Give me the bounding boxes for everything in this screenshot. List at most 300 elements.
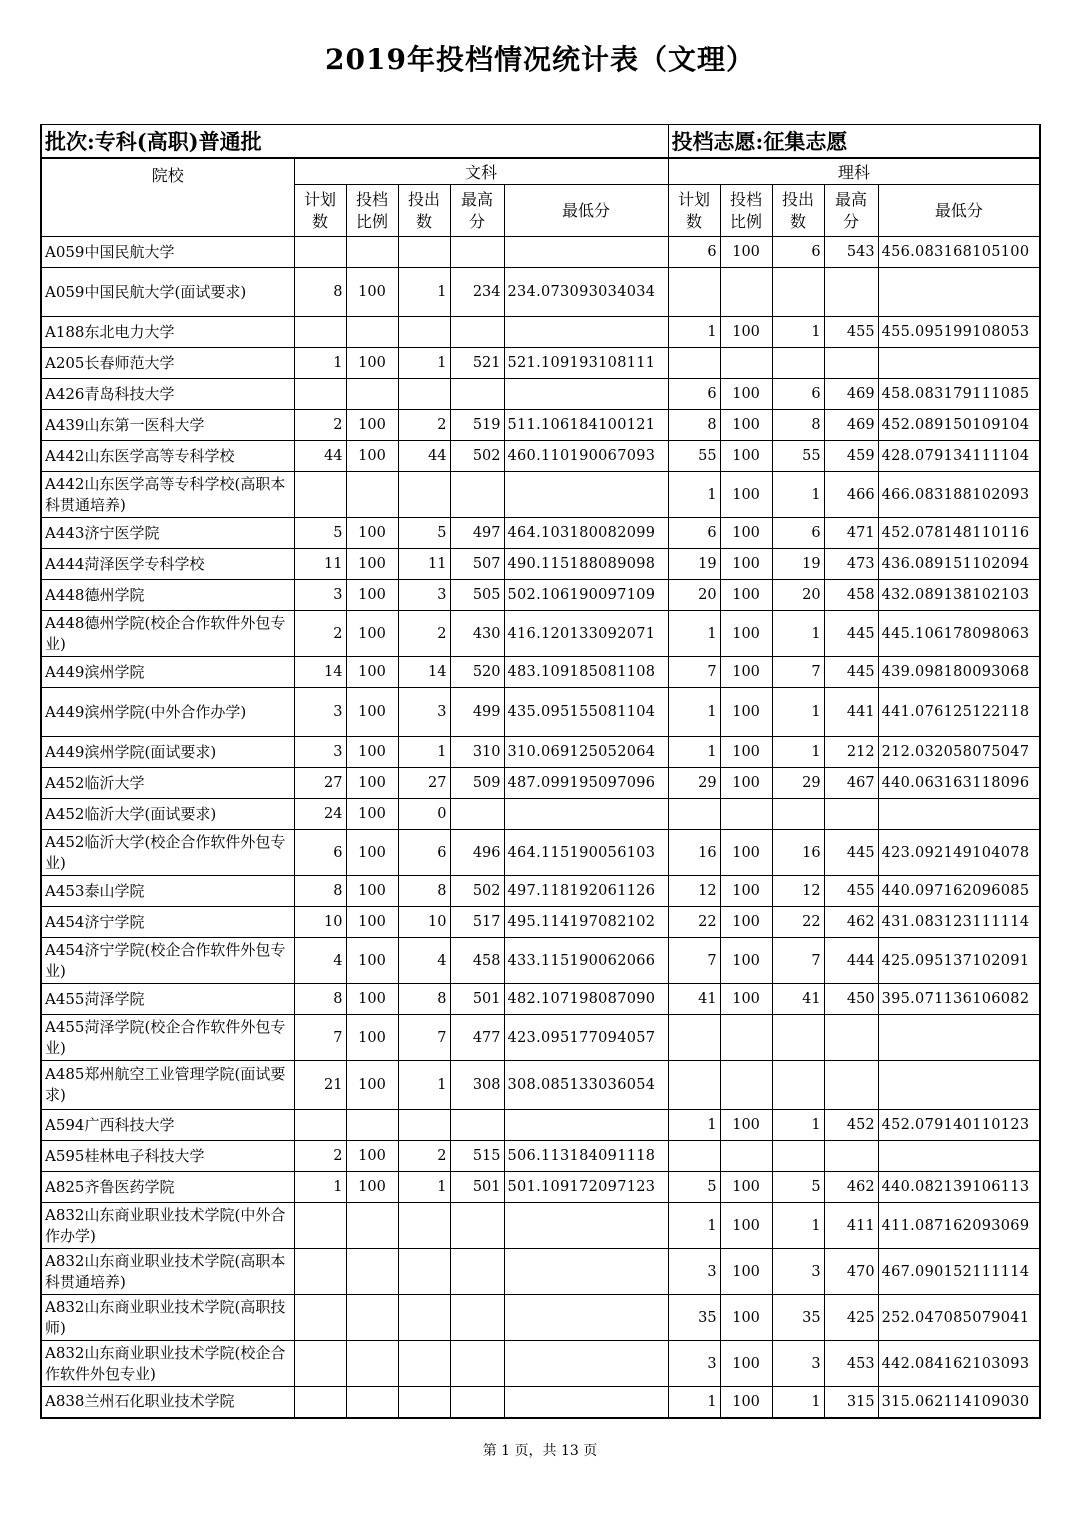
wen-max-cell: 458	[450, 938, 504, 984]
li-out-cell: 1	[772, 317, 824, 348]
school-cell: A426青岛科技大学	[41, 379, 294, 410]
li-ratio-cell: 100	[720, 657, 772, 688]
wen-ratio-cell: 100	[346, 549, 398, 580]
wen-out-cell: 1	[398, 268, 450, 317]
li-plan-cell: 1	[668, 688, 720, 737]
wen-header: 文科	[294, 158, 668, 185]
wen-max-cell: 234	[450, 268, 504, 317]
wen-plan-cell: 2	[294, 1141, 346, 1172]
wen-min-cell	[504, 1203, 668, 1249]
li-min-cell: 440.082139106113	[878, 1172, 1040, 1203]
li-max-cell: 458	[824, 580, 878, 611]
li-plan-cell	[668, 1141, 720, 1172]
li-max-cell: 444	[824, 938, 878, 984]
wen-out-cell: 0	[398, 799, 450, 830]
wen-out-cell: 2	[398, 1141, 450, 1172]
li-min-cell: 315.062114109030	[878, 1387, 1040, 1418]
li-ratio-cell: 100	[720, 830, 772, 876]
school-cell: A449滨州学院(中外合作办学)	[41, 688, 294, 737]
wen-min-cell: 435.095155081104	[504, 688, 668, 737]
table-row	[41, 580, 1040, 611]
li-ratio-cell: 100	[720, 580, 772, 611]
wen-max-cell: 496	[450, 830, 504, 876]
school-cell: A205长春师范大学	[41, 348, 294, 379]
wen-ratio-cell	[346, 237, 398, 268]
wen-out-cell: 11	[398, 549, 450, 580]
wen-min-cell: 464.115190056103	[504, 830, 668, 876]
school-cell: A832山东商业职业技术学院(高职技师)	[41, 1295, 294, 1341]
wen-out-cell: 10	[398, 907, 450, 938]
li-plan-cell: 6	[668, 237, 720, 268]
li-plan-cell: 19	[668, 549, 720, 580]
wen-plan-cell	[294, 1295, 346, 1341]
wen-ratio-cell	[346, 472, 398, 518]
wen-plan-cell: 8	[294, 984, 346, 1015]
li-max-cell: 315	[824, 1387, 878, 1418]
wen-plan-cell: 44	[294, 441, 346, 472]
li-out-cell: 7	[772, 657, 824, 688]
wen-plan-cell: 21	[294, 1061, 346, 1110]
wen-out-cell: 8	[398, 876, 450, 907]
wen-plan-cell	[294, 1387, 346, 1418]
wen-max-cell	[450, 1203, 504, 1249]
wen-min-cell: 511.106184100121	[504, 410, 668, 441]
table-row	[41, 1015, 1040, 1061]
table-row	[41, 441, 1040, 472]
li-plan-cell: 55	[668, 441, 720, 472]
li-max-cell	[824, 1015, 878, 1061]
wen-plan-cell	[294, 317, 346, 348]
li-ratio-cell: 100	[720, 1341, 772, 1387]
li-min-cell: 440.097162096085	[878, 876, 1040, 907]
wen-out-cell	[398, 379, 450, 410]
li-max-cell: 471	[824, 518, 878, 549]
li-ratio-cell: 100	[720, 1110, 772, 1141]
wen-ratio-cell: 100	[346, 907, 398, 938]
wen-max-cell: 430	[450, 611, 504, 657]
wen-ratio-cell: 100	[346, 1172, 398, 1203]
li-plan-cell: 8	[668, 410, 720, 441]
li-out-cell	[772, 268, 824, 317]
li-ratio-cell: 100	[720, 317, 772, 348]
li-plan-cell: 35	[668, 1295, 720, 1341]
school-cell: A448德州学院(校企合作软件外包专业)	[41, 611, 294, 657]
wen-min-cell	[504, 1110, 668, 1141]
li-max-cell: 459	[824, 441, 878, 472]
wen-out-cell: 5	[398, 518, 450, 549]
wen-min-cell	[504, 472, 668, 518]
table-row	[41, 876, 1040, 907]
li-out-cell: 1	[772, 1387, 824, 1418]
li-max-cell: 469	[824, 379, 878, 410]
li-max-cell: 441	[824, 688, 878, 737]
li-ratio-cell: 100	[720, 1203, 772, 1249]
table-row	[41, 379, 1040, 410]
wen-min-cell	[504, 1387, 668, 1418]
wen-plan-cell: 4	[294, 938, 346, 984]
li-out-cell: 35	[772, 1295, 824, 1341]
wen-min-cell	[504, 1295, 668, 1341]
table-row	[41, 984, 1040, 1015]
li-out-cell: 6	[772, 379, 824, 410]
school-cell: A455菏泽学院(校企合作软件外包专业)	[41, 1015, 294, 1061]
wen-plan-header: 计划数	[294, 185, 346, 237]
page-title: 2019年投档情况统计表（文理）	[325, 43, 755, 76]
wen-max-cell	[450, 1341, 504, 1387]
li-plan-cell: 22	[668, 907, 720, 938]
li-out-cell: 19	[772, 549, 824, 580]
li-max-cell: 470	[824, 1249, 878, 1295]
wen-max-cell: 308	[450, 1061, 504, 1110]
school-cell: A455菏泽学院	[41, 984, 294, 1015]
wen-plan-cell: 3	[294, 688, 346, 737]
li-out-cell: 6	[772, 237, 824, 268]
school-cell: A485郑州航空工业管理学院(面试要求)	[41, 1061, 294, 1110]
li-min-cell: 395.071136106082	[878, 984, 1040, 1015]
wen-plan-cell: 1	[294, 1172, 346, 1203]
wen-out-cell: 27	[398, 768, 450, 799]
wen-max-cell	[450, 317, 504, 348]
table-row	[41, 799, 1040, 830]
wen-min-cell: 506.113184091118	[504, 1141, 668, 1172]
wen-out-cell: 3	[398, 580, 450, 611]
wen-ratio-cell	[346, 1110, 398, 1141]
li-ratio-cell: 100	[720, 768, 772, 799]
li-out-cell: 22	[772, 907, 824, 938]
li-min-cell: 445.106178098063	[878, 611, 1040, 657]
li-plan-header: 计划数	[668, 185, 720, 237]
wen-ratio-cell: 100	[346, 938, 398, 984]
li-min-cell: 425.095137102091	[878, 938, 1040, 984]
li-plan-cell: 20	[668, 580, 720, 611]
li-plan-cell: 1	[668, 472, 720, 518]
wen-ratio-cell: 100	[346, 688, 398, 737]
li-out-cell: 1	[772, 688, 824, 737]
wen-min-cell: 521.109193108111	[504, 348, 668, 379]
school-cell: A454济宁学院	[41, 907, 294, 938]
school-cell: A838兰州石化职业技术学院	[41, 1387, 294, 1418]
school-cell: A444菏泽医学专科学校	[41, 549, 294, 580]
li-out-cell: 12	[772, 876, 824, 907]
wen-out-cell: 4	[398, 938, 450, 984]
table-body	[41, 237, 1040, 1418]
school-cell: A439山东第一医科大学	[41, 410, 294, 441]
school-cell: A594广西科技大学	[41, 1110, 294, 1141]
wen-ratio-cell	[346, 1203, 398, 1249]
li-ratio-cell	[720, 1061, 772, 1110]
li-max-cell: 462	[824, 907, 878, 938]
table-row	[41, 1249, 1040, 1295]
school-cell: A059中国民航大学	[41, 237, 294, 268]
li-plan-cell: 1	[668, 1110, 720, 1141]
wen-out-cell: 7	[398, 1015, 450, 1061]
wen-min-cell: 487.099195097096	[504, 768, 668, 799]
li-out-cell	[772, 348, 824, 379]
li-min-cell	[878, 268, 1040, 317]
page-footer: 第 1 页，共 13 页	[482, 1443, 598, 1459]
li-max-cell: 453	[824, 1341, 878, 1387]
wen-out-cell	[398, 317, 450, 348]
table-row	[41, 657, 1040, 688]
batch-label: 批次:专科(高职)普通批	[41, 125, 668, 158]
li-max-cell	[824, 268, 878, 317]
wen-ratio-cell: 100	[346, 737, 398, 768]
wen-max-cell	[450, 1249, 504, 1295]
wen-plan-cell: 1	[294, 348, 346, 379]
school-cell: A188东北电力大学	[41, 317, 294, 348]
li-min-cell: 423.092149104078	[878, 830, 1040, 876]
li-ratio-cell	[720, 1015, 772, 1061]
wen-ratio-cell	[346, 317, 398, 348]
li-ratio-cell: 100	[720, 907, 772, 938]
li-out-cell	[772, 799, 824, 830]
li-max-cell: 212	[824, 737, 878, 768]
li-out-cell: 1	[772, 472, 824, 518]
wen-plan-cell: 27	[294, 768, 346, 799]
wen-out-cell: 1	[398, 1061, 450, 1110]
li-ratio-cell: 100	[720, 379, 772, 410]
wen-ratio-cell	[346, 1387, 398, 1418]
wen-out-cell: 1	[398, 737, 450, 768]
wen-plan-cell: 2	[294, 410, 346, 441]
li-min-cell: 212.032058075047	[878, 737, 1040, 768]
wen-out-cell	[398, 1110, 450, 1141]
li-ratio-cell: 100	[720, 1295, 772, 1341]
li-ratio-cell: 100	[720, 938, 772, 984]
wen-max-cell	[450, 799, 504, 830]
wen-ratio-cell: 100	[346, 410, 398, 441]
wen-plan-cell: 6	[294, 830, 346, 876]
wen-out-cell	[398, 1387, 450, 1418]
li-plan-cell: 1	[668, 611, 720, 657]
li-plan-cell: 1	[668, 1387, 720, 1418]
wen-max-cell: 517	[450, 907, 504, 938]
wen-out-cell: 2	[398, 611, 450, 657]
li-ratio-cell: 100	[720, 1172, 772, 1203]
li-out-cell: 3	[772, 1249, 824, 1295]
wen-ratio-cell: 100	[346, 441, 398, 472]
li-min-cell: 466.083188102093	[878, 472, 1040, 518]
wen-ratio-cell: 100	[346, 768, 398, 799]
school-cell: A452临沂大学(校企合作软件外包专业)	[41, 830, 294, 876]
wen-ratio-cell: 100	[346, 518, 398, 549]
wen-min-cell: 501.109172097123	[504, 1172, 668, 1203]
wen-out-cell	[398, 1249, 450, 1295]
wen-max-cell: 497	[450, 518, 504, 549]
wen-max-cell: 521	[450, 348, 504, 379]
wen-min-cell	[504, 1341, 668, 1387]
li-min-cell	[878, 1141, 1040, 1172]
li-out-cell: 41	[772, 984, 824, 1015]
wen-plan-cell	[294, 1203, 346, 1249]
wen-min-cell: 308.085133036054	[504, 1061, 668, 1110]
wen-max-cell: 520	[450, 657, 504, 688]
li-out-cell: 6	[772, 518, 824, 549]
table-row	[41, 1061, 1040, 1110]
wen-plan-cell: 24	[294, 799, 346, 830]
li-max-cell: 462	[824, 1172, 878, 1203]
li-min-cell: 428.079134111104	[878, 441, 1040, 472]
li-ratio-cell: 100	[720, 984, 772, 1015]
table-row	[41, 1341, 1040, 1387]
li-min-cell: 436.089151102094	[878, 549, 1040, 580]
li-min-cell: 452.078148110116	[878, 518, 1040, 549]
table-row	[41, 549, 1040, 580]
wen-max-cell	[450, 1110, 504, 1141]
li-plan-cell: 16	[668, 830, 720, 876]
li-plan-cell: 1	[668, 737, 720, 768]
li-ratio-cell: 100	[720, 1387, 772, 1418]
school-cell: A448德州学院	[41, 580, 294, 611]
admission-table	[40, 124, 1041, 1419]
group-header-row	[41, 158, 1040, 185]
li-plan-cell: 29	[668, 768, 720, 799]
table-row	[41, 1172, 1040, 1203]
wen-max-cell: 499	[450, 688, 504, 737]
school-cell: A453泰山学院	[41, 876, 294, 907]
wen-ratio-cell	[346, 1249, 398, 1295]
table-row	[41, 1387, 1040, 1418]
wen-plan-cell: 8	[294, 876, 346, 907]
wen-max-cell: 310	[450, 737, 504, 768]
wen-min-cell: 490.115188089098	[504, 549, 668, 580]
li-max-cell: 425	[824, 1295, 878, 1341]
wen-plan-cell: 3	[294, 737, 346, 768]
school-cell: A454济宁学院(校企合作软件外包专业)	[41, 938, 294, 984]
li-ratio-cell	[720, 268, 772, 317]
li-plan-cell: 6	[668, 518, 720, 549]
li-max-cell: 450	[824, 984, 878, 1015]
li-min-cell	[878, 799, 1040, 830]
wen-out-cell	[398, 1203, 450, 1249]
wen-max-cell	[450, 1295, 504, 1341]
li-plan-cell	[668, 1061, 720, 1110]
wen-out-cell: 6	[398, 830, 450, 876]
wen-min-cell: 423.095177094057	[504, 1015, 668, 1061]
wen-plan-cell: 3	[294, 580, 346, 611]
wen-max-cell: 477	[450, 1015, 504, 1061]
li-plan-cell: 5	[668, 1172, 720, 1203]
wen-max-cell: 502	[450, 876, 504, 907]
wen-ratio-cell: 100	[346, 1015, 398, 1061]
wen-min-cell	[504, 317, 668, 348]
wen-max-header: 最高分	[450, 185, 504, 237]
school-cell: A832山东商业职业技术学院(高职本科贯通培养)	[41, 1249, 294, 1295]
li-ratio-header: 投档比例	[720, 185, 772, 237]
table-row	[41, 472, 1040, 518]
wen-ratio-cell: 100	[346, 984, 398, 1015]
school-cell: A449滨州学院(面试要求)	[41, 737, 294, 768]
wen-ratio-cell: 100	[346, 830, 398, 876]
wen-plan-cell: 8	[294, 268, 346, 317]
wen-min-cell: 502.106190097109	[504, 580, 668, 611]
wen-ratio-header: 投档比例	[346, 185, 398, 237]
wen-plan-cell: 7	[294, 1015, 346, 1061]
school-cell: A449滨州学院	[41, 657, 294, 688]
li-ratio-cell: 100	[720, 441, 772, 472]
wen-max-cell	[450, 379, 504, 410]
li-min-cell	[878, 1061, 1040, 1110]
li-plan-cell	[668, 268, 720, 317]
li-max-cell: 467	[824, 768, 878, 799]
school-cell: A443济宁医学院	[41, 518, 294, 549]
li-ratio-cell: 100	[720, 410, 772, 441]
li-out-cell: 3	[772, 1341, 824, 1387]
wen-min-cell	[504, 237, 668, 268]
batch-row	[41, 125, 1040, 158]
li-max-cell: 455	[824, 317, 878, 348]
wen-ratio-cell: 100	[346, 348, 398, 379]
wen-ratio-cell: 100	[346, 799, 398, 830]
wen-ratio-cell: 100	[346, 876, 398, 907]
li-out-cell: 1	[772, 737, 824, 768]
school-cell: A059中国民航大学(面试要求)	[41, 268, 294, 317]
table-row	[41, 768, 1040, 799]
li-out-cell: 5	[772, 1172, 824, 1203]
li-plan-cell	[668, 348, 720, 379]
wen-ratio-cell	[346, 379, 398, 410]
wen-max-cell: 515	[450, 1141, 504, 1172]
li-out-cell	[772, 1141, 824, 1172]
wen-out-cell	[398, 237, 450, 268]
li-min-cell	[878, 1015, 1040, 1061]
wen-min-cell	[504, 379, 668, 410]
table-row	[41, 1141, 1040, 1172]
li-ratio-cell: 100	[720, 549, 772, 580]
wen-plan-cell: 11	[294, 549, 346, 580]
table-row	[41, 938, 1040, 984]
li-ratio-cell: 100	[720, 237, 772, 268]
li-header: 理科	[668, 158, 1040, 185]
li-max-cell: 543	[824, 237, 878, 268]
wen-out-cell: 1	[398, 1172, 450, 1203]
school-cell: A452临沂大学(面试要求)	[41, 799, 294, 830]
li-ratio-cell: 100	[720, 472, 772, 518]
li-plan-cell: 12	[668, 876, 720, 907]
li-out-cell: 16	[772, 830, 824, 876]
wen-ratio-cell	[346, 1341, 398, 1387]
li-ratio-cell: 100	[720, 518, 772, 549]
table-row	[41, 518, 1040, 549]
li-plan-cell	[668, 1015, 720, 1061]
li-ratio-cell	[720, 348, 772, 379]
table-row	[41, 1203, 1040, 1249]
li-max-header: 最高分	[824, 185, 878, 237]
li-ratio-cell: 100	[720, 611, 772, 657]
li-min-header: 最低分	[878, 185, 1040, 237]
li-min-cell: 411.087162093069	[878, 1203, 1040, 1249]
li-out-cell: 1	[772, 1203, 824, 1249]
wen-min-cell: 495.114197082102	[504, 907, 668, 938]
wen-min-cell: 482.107198087090	[504, 984, 668, 1015]
wen-out-cell	[398, 472, 450, 518]
wen-min-header: 最低分	[504, 185, 668, 237]
table-row	[41, 237, 1040, 268]
li-plan-cell	[668, 799, 720, 830]
li-plan-cell: 41	[668, 984, 720, 1015]
school-cell: A442山东医学高等专科学校	[41, 441, 294, 472]
li-min-cell: 452.089150109104	[878, 410, 1040, 441]
wen-max-cell	[450, 472, 504, 518]
table-row	[41, 1110, 1040, 1141]
li-min-cell: 441.076125122118	[878, 688, 1040, 737]
li-min-cell: 455.095199108053	[878, 317, 1040, 348]
school-header: 院校	[41, 158, 294, 237]
li-plan-cell: 6	[668, 379, 720, 410]
wen-max-cell: 502	[450, 441, 504, 472]
wen-out-cell: 2	[398, 410, 450, 441]
li-plan-cell: 3	[668, 1249, 720, 1295]
